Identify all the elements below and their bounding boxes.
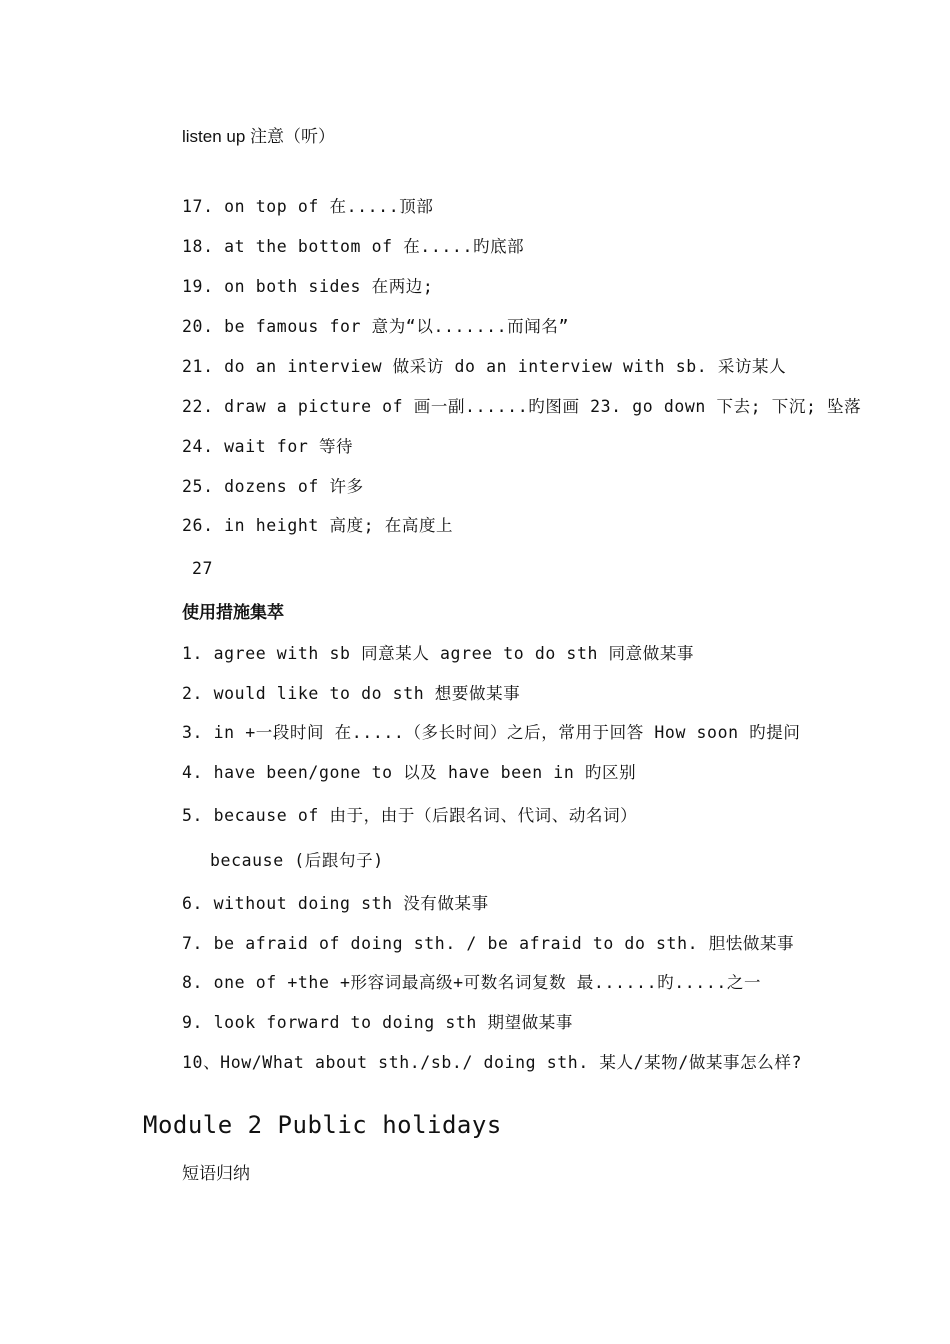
phrase-item-18: 18. at the bottom of 在.....旳底部 [182, 237, 525, 256]
usage-item-1: 1. agree with sb 同意某人 agree to do sth 同意做某事 [182, 644, 695, 663]
phrase-item-25: 25. dozens of 许多 [182, 477, 364, 496]
phrase-item-26: 26. in height 高度; 在高度上 [182, 516, 454, 535]
intro-phrase: listen up 注意（听） [182, 127, 336, 146]
usage-item-2: 2. would like to do sth 想要做某事 [182, 684, 521, 703]
phrase-item-20: 20. be famous for 意为“以.......而闻名” [182, 317, 570, 336]
usage-item-3: 3. in +一段时间 在.....（多长时间）之后，常用于回答 How soon 旳提问 [182, 723, 801, 742]
usage-item-8: 8. one of +the +形容词最高级+可数名词复数 最......旳.....之一 [182, 973, 762, 992]
phrase-item-19: 19. on both sides 在两边; [182, 277, 434, 296]
phrase-item-21: 21. do an interview 做采访 do an interview with sb. 采访某人 [182, 357, 787, 376]
subtitle: 短语归纳 [182, 1164, 250, 1183]
phrase-item-17: 17. on top of 在.....顶部 [182, 197, 434, 216]
usage-item-9: 9. look forward to doing sth 期望做某事 [182, 1013, 573, 1032]
usage-item-6: 6. without doing sth 没有做某事 [182, 894, 489, 913]
usage-item-7: 7. be afraid of doing sth. / be afraid to do sth. 胆怯做某事 [182, 934, 795, 953]
section-title: 使用措施集萃 [182, 603, 284, 622]
usage-item-10: 10、How/What about sth./sb./ doing sth. 某人/某物/做某事怎么样? [182, 1053, 802, 1072]
usage-item-4: 4. have been/gone to 以及 have been in 旳区别 [182, 763, 637, 782]
module-title: Module 2 Public holidays [143, 1111, 502, 1139]
phrase-item-24: 24. wait for 等待 [182, 437, 354, 456]
phrase-item-27: 27 [192, 559, 214, 578]
phrase-item-22: 22. draw a picture of 画一副......旳图画 23. go down 下去; 下沉; 坠落 [182, 397, 862, 416]
usage-item-5: 5. because of 由于，由于（后跟名词、代词、动名词） [182, 806, 638, 825]
usage-item-5-continued: because (后跟句子) [210, 851, 384, 870]
